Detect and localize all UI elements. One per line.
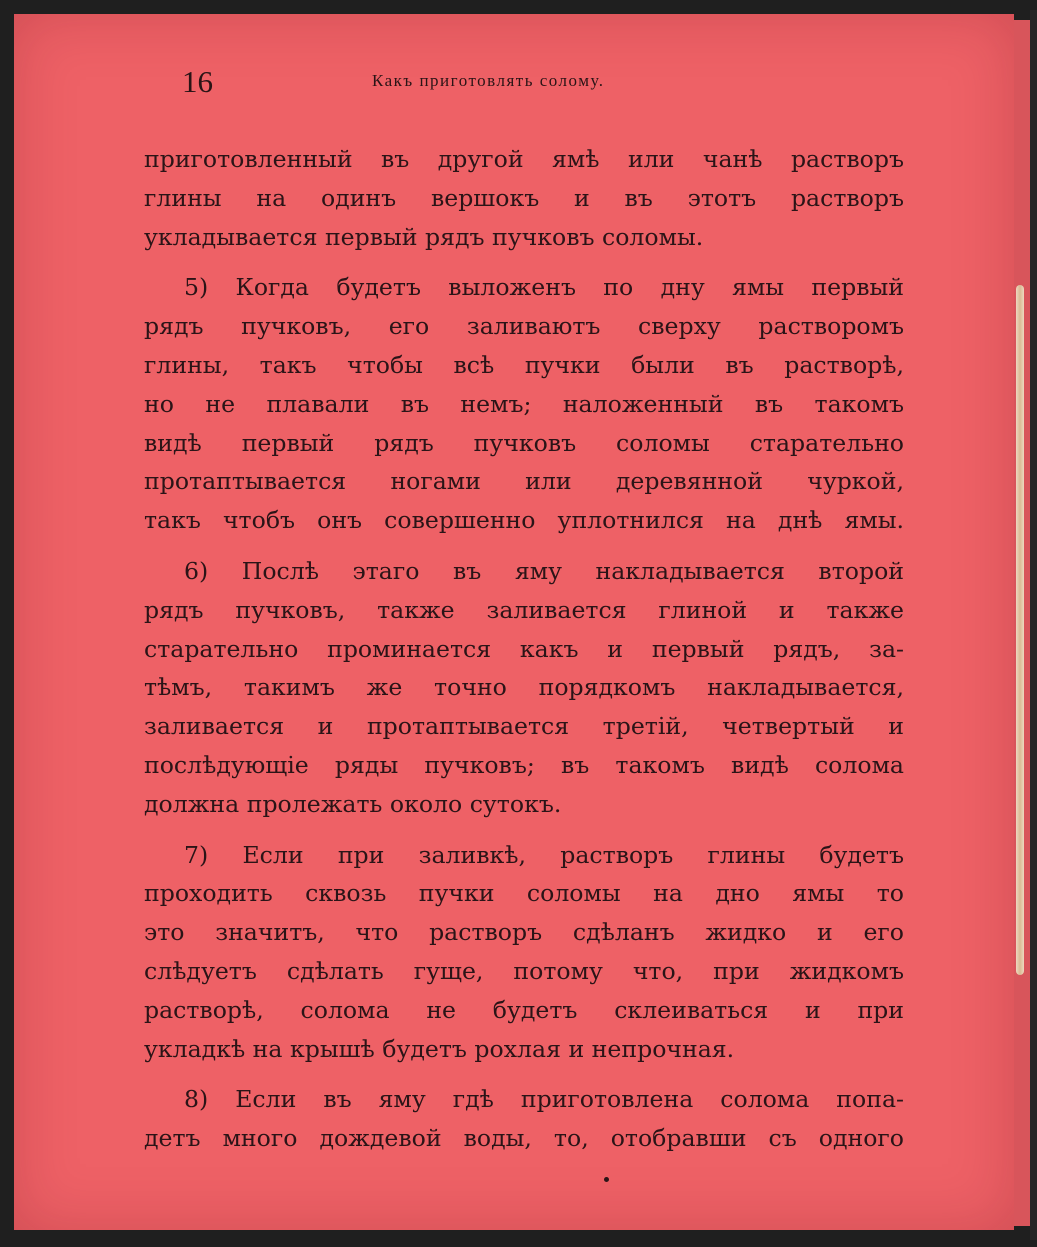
text-line: это значитъ, что растворъ сдѣланъ жидко и его [144, 918, 904, 947]
text-line: укладывается первый рядъ пучковъ соломы. [144, 222, 704, 251]
print-dot [604, 1177, 609, 1182]
page-number: 16 [182, 64, 213, 99]
text-line: растворѣ, солома не будетъ склеиваться и при [144, 995, 904, 1024]
text-line: рядъ пучковъ, его заливаютъ сверху растворомъ [144, 312, 904, 341]
text-line: глины на одинъ вершокъ и въ этотъ растворъ [144, 183, 904, 212]
text-line: детъ много дождевой воды, то, отобравши съ одного [144, 1124, 904, 1153]
text-line: видѣ первый рядъ пучковъ соломы старательно [144, 428, 904, 457]
paragraph-5-first-line: 5) Когда будетъ выложенъ по дну ямы первый [184, 273, 904, 302]
text-line: приготовленный въ другой ямѣ или чанѣ растворъ [144, 145, 904, 173]
text-line: глины, такъ чтобы всѣ пучки были въ растворѣ, [144, 350, 904, 379]
text-line: слѣдуетъ сдѣлать гуще, потому что, при жидкомъ [144, 956, 904, 985]
running-title: Какъ приготовлять солому. [372, 71, 605, 90]
text-line: послѣдующіе ряды пучковъ; въ такомъ видѣ солома [144, 750, 904, 779]
text-line: рядъ пучковъ, также заливается глиной и также [144, 595, 904, 624]
text-line: такъ чтобъ онъ совершенно уплотнился на днѣ ямы. [144, 506, 904, 535]
paragraph-6-first-line: 6) Послѣ этаго въ яму накладывается второй [184, 556, 904, 585]
paragraph-gap [144, 824, 904, 836]
binding-thread [1016, 285, 1024, 975]
text-line: укладкѣ на крышѣ будетъ рохлая и непрочная. [144, 1034, 735, 1063]
paragraph-gap [144, 540, 904, 552]
book-spine-edge [1030, 10, 1037, 1240]
text-line: проходить сквозь пучки соломы на дно ямы то [144, 879, 904, 908]
text-line: должна пролежать около сутокъ. [144, 789, 562, 818]
text-line: тѣмъ, такимъ же точно порядкомъ накладывается, [144, 673, 904, 702]
text-line: протаптывается ногами или деревянной чуркой, [144, 467, 904, 496]
paragraph-8-first-line: 8) Если въ яму гдѣ приготовлена солома попа- [184, 1085, 904, 1114]
page-body-text [144, 140, 904, 1158]
text-line: но не плавали въ немъ; наложенный въ такомъ [144, 389, 904, 418]
paragraph-gap [144, 1068, 904, 1080]
page-header [182, 62, 904, 102]
text-line: старательно проминается какъ и первый рядъ, за- [144, 634, 904, 663]
paragraph-gap [144, 256, 904, 268]
paragraph-7-first-line: 7) Если при заливкѣ, растворъ глины будетъ [184, 840, 904, 869]
text-line: заливается и протаптывается третій, четвертый и [144, 712, 904, 741]
